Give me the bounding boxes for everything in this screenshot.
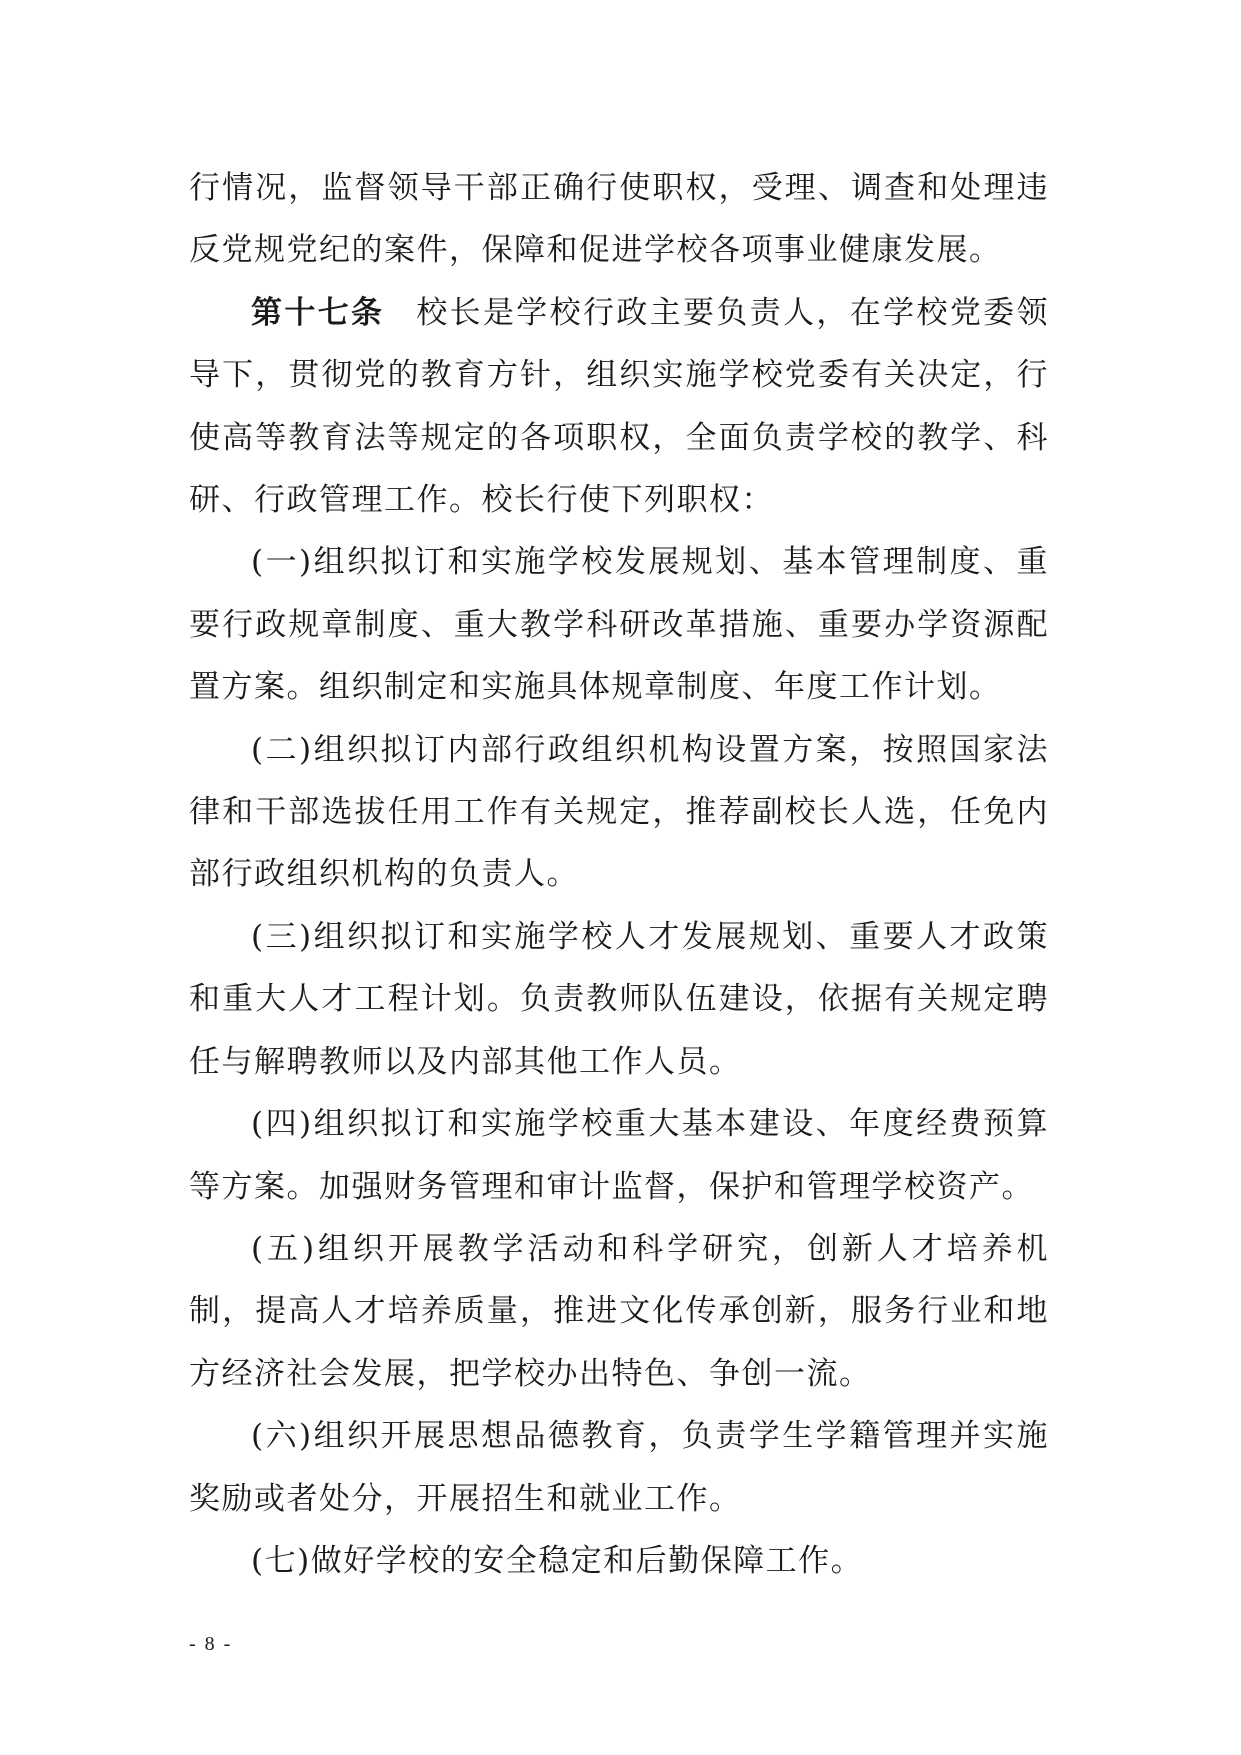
clause-5	[189, 1218, 1049, 1405]
paragraph-text: 行情况，监督领导干部正确行使职权，受理、调查和处理违反党规党纪的案件，保障和促进学校各项事业健康发展。	[189, 170, 1049, 269]
clause-text: (一)组织拟订和实施学校发展规划、基本管理制度、重要行政规章制度、重大教学科研改革措施、重要办学资源配置方案。组织制定和实施具体规章制度、年度工作计划。	[189, 544, 1049, 706]
clause-text: (四)组织拟订和实施学校重大基本建设、年度经费预算等方案。加强财务管理和审计监督，保护和管理学校资产。	[189, 1106, 1049, 1205]
article-17-paragraph	[189, 282, 1049, 532]
clause-text: (五)组织开展教学活动和科学研究，创新人才培养机制，提高人才培养质量，推进文化传承创新，服务行业和地方经济社会发展，把学校办出特色、争创一流。	[189, 1230, 1049, 1392]
clause-4	[189, 1093, 1049, 1218]
document-body	[189, 157, 1049, 1592]
clause-6	[189, 1405, 1049, 1530]
clause-3	[189, 906, 1049, 1093]
page-number: - 8 -	[189, 1633, 233, 1655]
paragraph-text: 校长是学校行政主要负责人，在学校党委领导下，贯彻党的教育方针，组织实施学校党委有关决定，行使高等教育法等规定的各项职权，全面负责学校的教学、科研、行政管理工作。校长行使下列职权：	[189, 294, 1050, 519]
article-label: 第十七条	[251, 294, 385, 331]
paragraph-continuation	[189, 157, 1049, 282]
clause-text: (六)组织开展思想品德教育，负责学生学籍管理并实施奖励或者处分，开展招生和就业工作。	[189, 1418, 1049, 1517]
clause-1	[189, 531, 1049, 718]
clause-2	[189, 719, 1049, 906]
clause-text: (七)做好学校的安全稳定和后勤保障工作。	[251, 1542, 864, 1579]
clause-text: (三)组织拟订和实施学校人才发展规划、重要人才政策和重大人才工程计划。负责教师队伍建设，依据有关规定聘任与解聘教师以及内部其他工作人员。	[189, 918, 1049, 1080]
clause-text: (二)组织拟订内部行政组织机构设置方案，按照国家法律和干部选拔任用工作有关规定，推荐副校长人选，任免内部行政组织机构的负责人。	[189, 731, 1049, 893]
clause-7	[189, 1530, 1049, 1592]
